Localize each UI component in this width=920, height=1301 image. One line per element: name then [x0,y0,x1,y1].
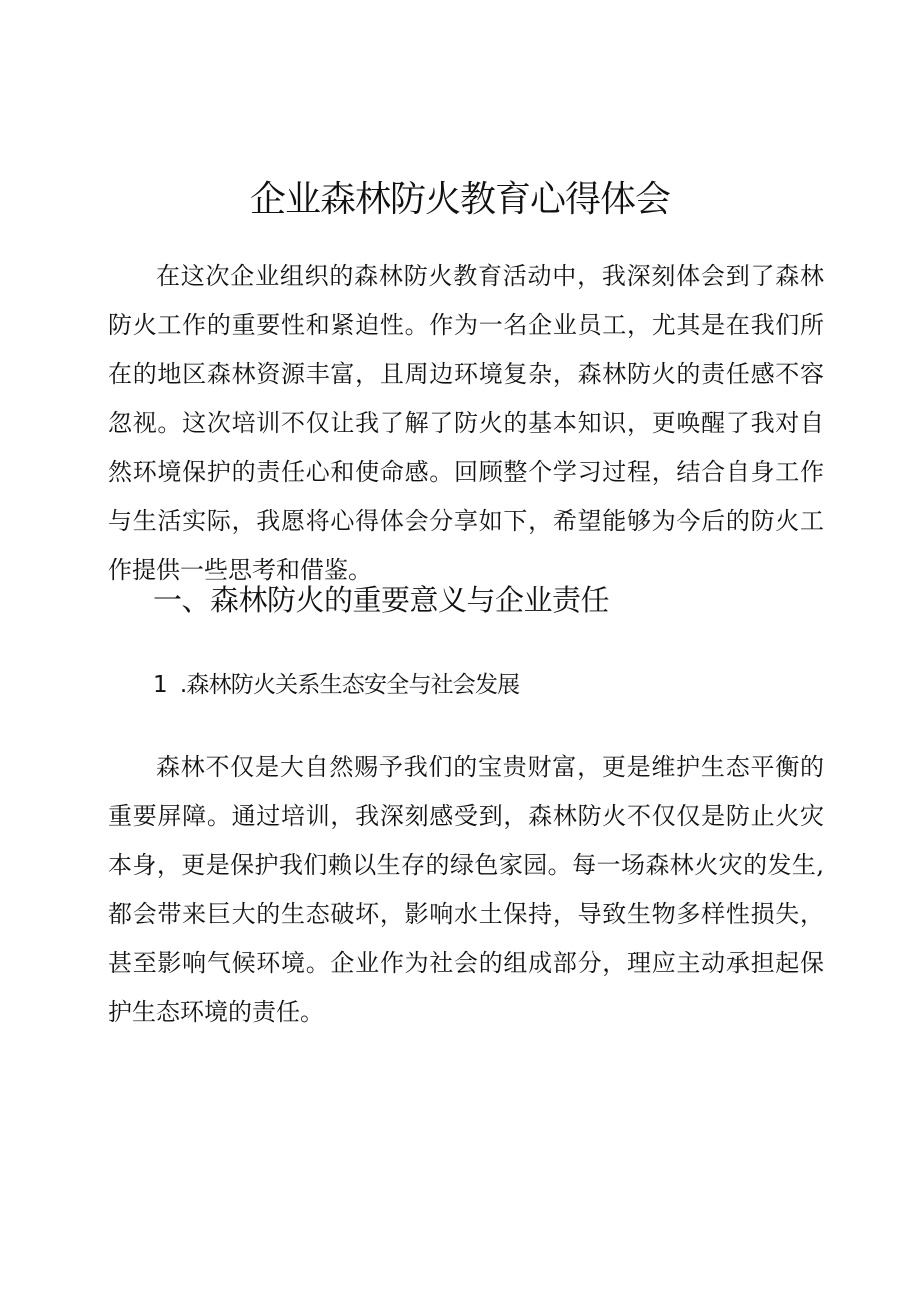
subsection-1-paragraph: 森林不仅是大自然赐予我们的宝贵财富，更是维护生态平衡的重要屏障。通过培训，我深刻感受到，森林防火不仅仅是防止火灾本身，更是保护我们赖以生存的绿色家园。每一场森林火灾的发生,都会带来巨大的生态破坏，影响水土保持，导致生物多样性损失，甚至影响气候环境。企业作为社会的组成部分，理应主动承担起保护生态环境的责任。 [108,753,824,1026]
section-1-heading: 一、森林防火的重要意义与企业责任 [153,583,610,617]
subsection-1-heading: 1 .森林防火关系生态安全与社会发展 [153,672,520,698]
intro-paragraph: 在这次企业组织的森林防火教育活动中，我深刻体会到了森林防火工作的重要性和紧迫性。作为一名企业员工，尤其是在我们所在的地区森林资源丰富，且周边环境复杂，森林防火的责任感不容忽视。这次培训不仅让我了解了防火的基本知识，更唤醒了我对自然环境保护的责任心和使命感。回顾整个学习过程，结合自身工作与生活实际，我愿将心得体会分享如下，希望能够为今后的防火工作提供一些思考和借鉴。 [108,262,824,584]
document-title: 企业森林防火教育心得体会 [249,179,670,220]
